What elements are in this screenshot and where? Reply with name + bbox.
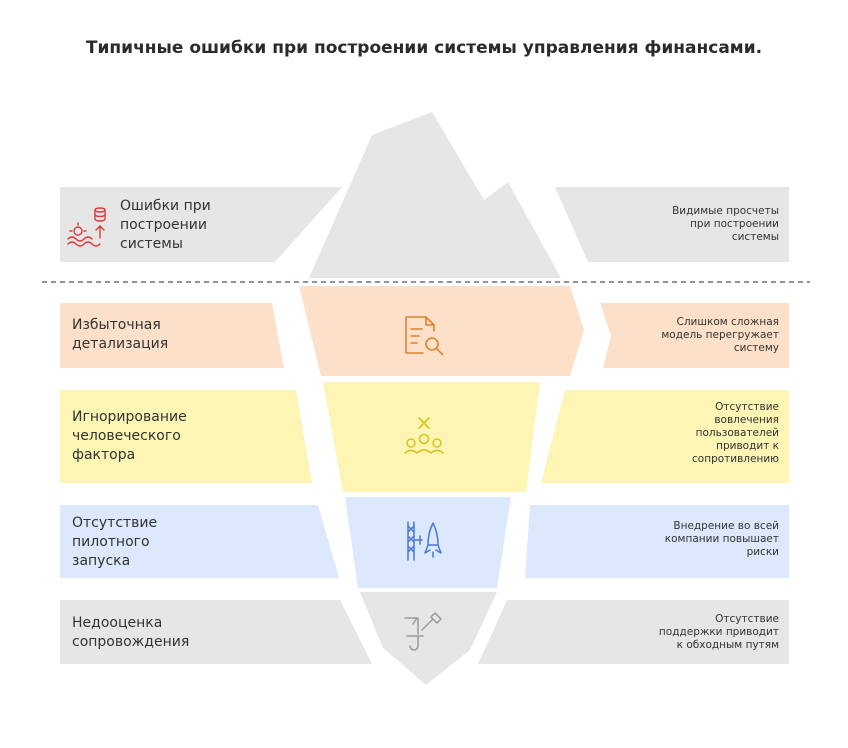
layer-description-4: Отсутствие поддержки приводит к обходным путям: [658, 613, 779, 651]
page-title: Типичные ошибки при построении системы управления финансами.: [85, 38, 763, 58]
iceberg-tip: [309, 112, 561, 278]
tip-label: Ошибки при построении системы: [120, 198, 211, 252]
layer-description-2: Отсутствие вовлечения пользователей приводит к сопротивлению: [692, 401, 779, 465]
layer-description-3: Внедрение во всей компании повышает риски: [664, 520, 779, 558]
tip-description: Видимые просчеты при построении системы: [672, 205, 779, 243]
layer-label-2: Игнорирование человеческого фактора: [72, 409, 187, 463]
layer-label-3: Отсутствие пилотного запуска: [72, 515, 158, 569]
layer-label-1: Избыточная детализация: [72, 317, 169, 352]
layer-label-4: Недооценка сопровождения: [72, 615, 190, 650]
layer-description-1: Слишком сложная модель перегружает систему: [661, 316, 779, 354]
